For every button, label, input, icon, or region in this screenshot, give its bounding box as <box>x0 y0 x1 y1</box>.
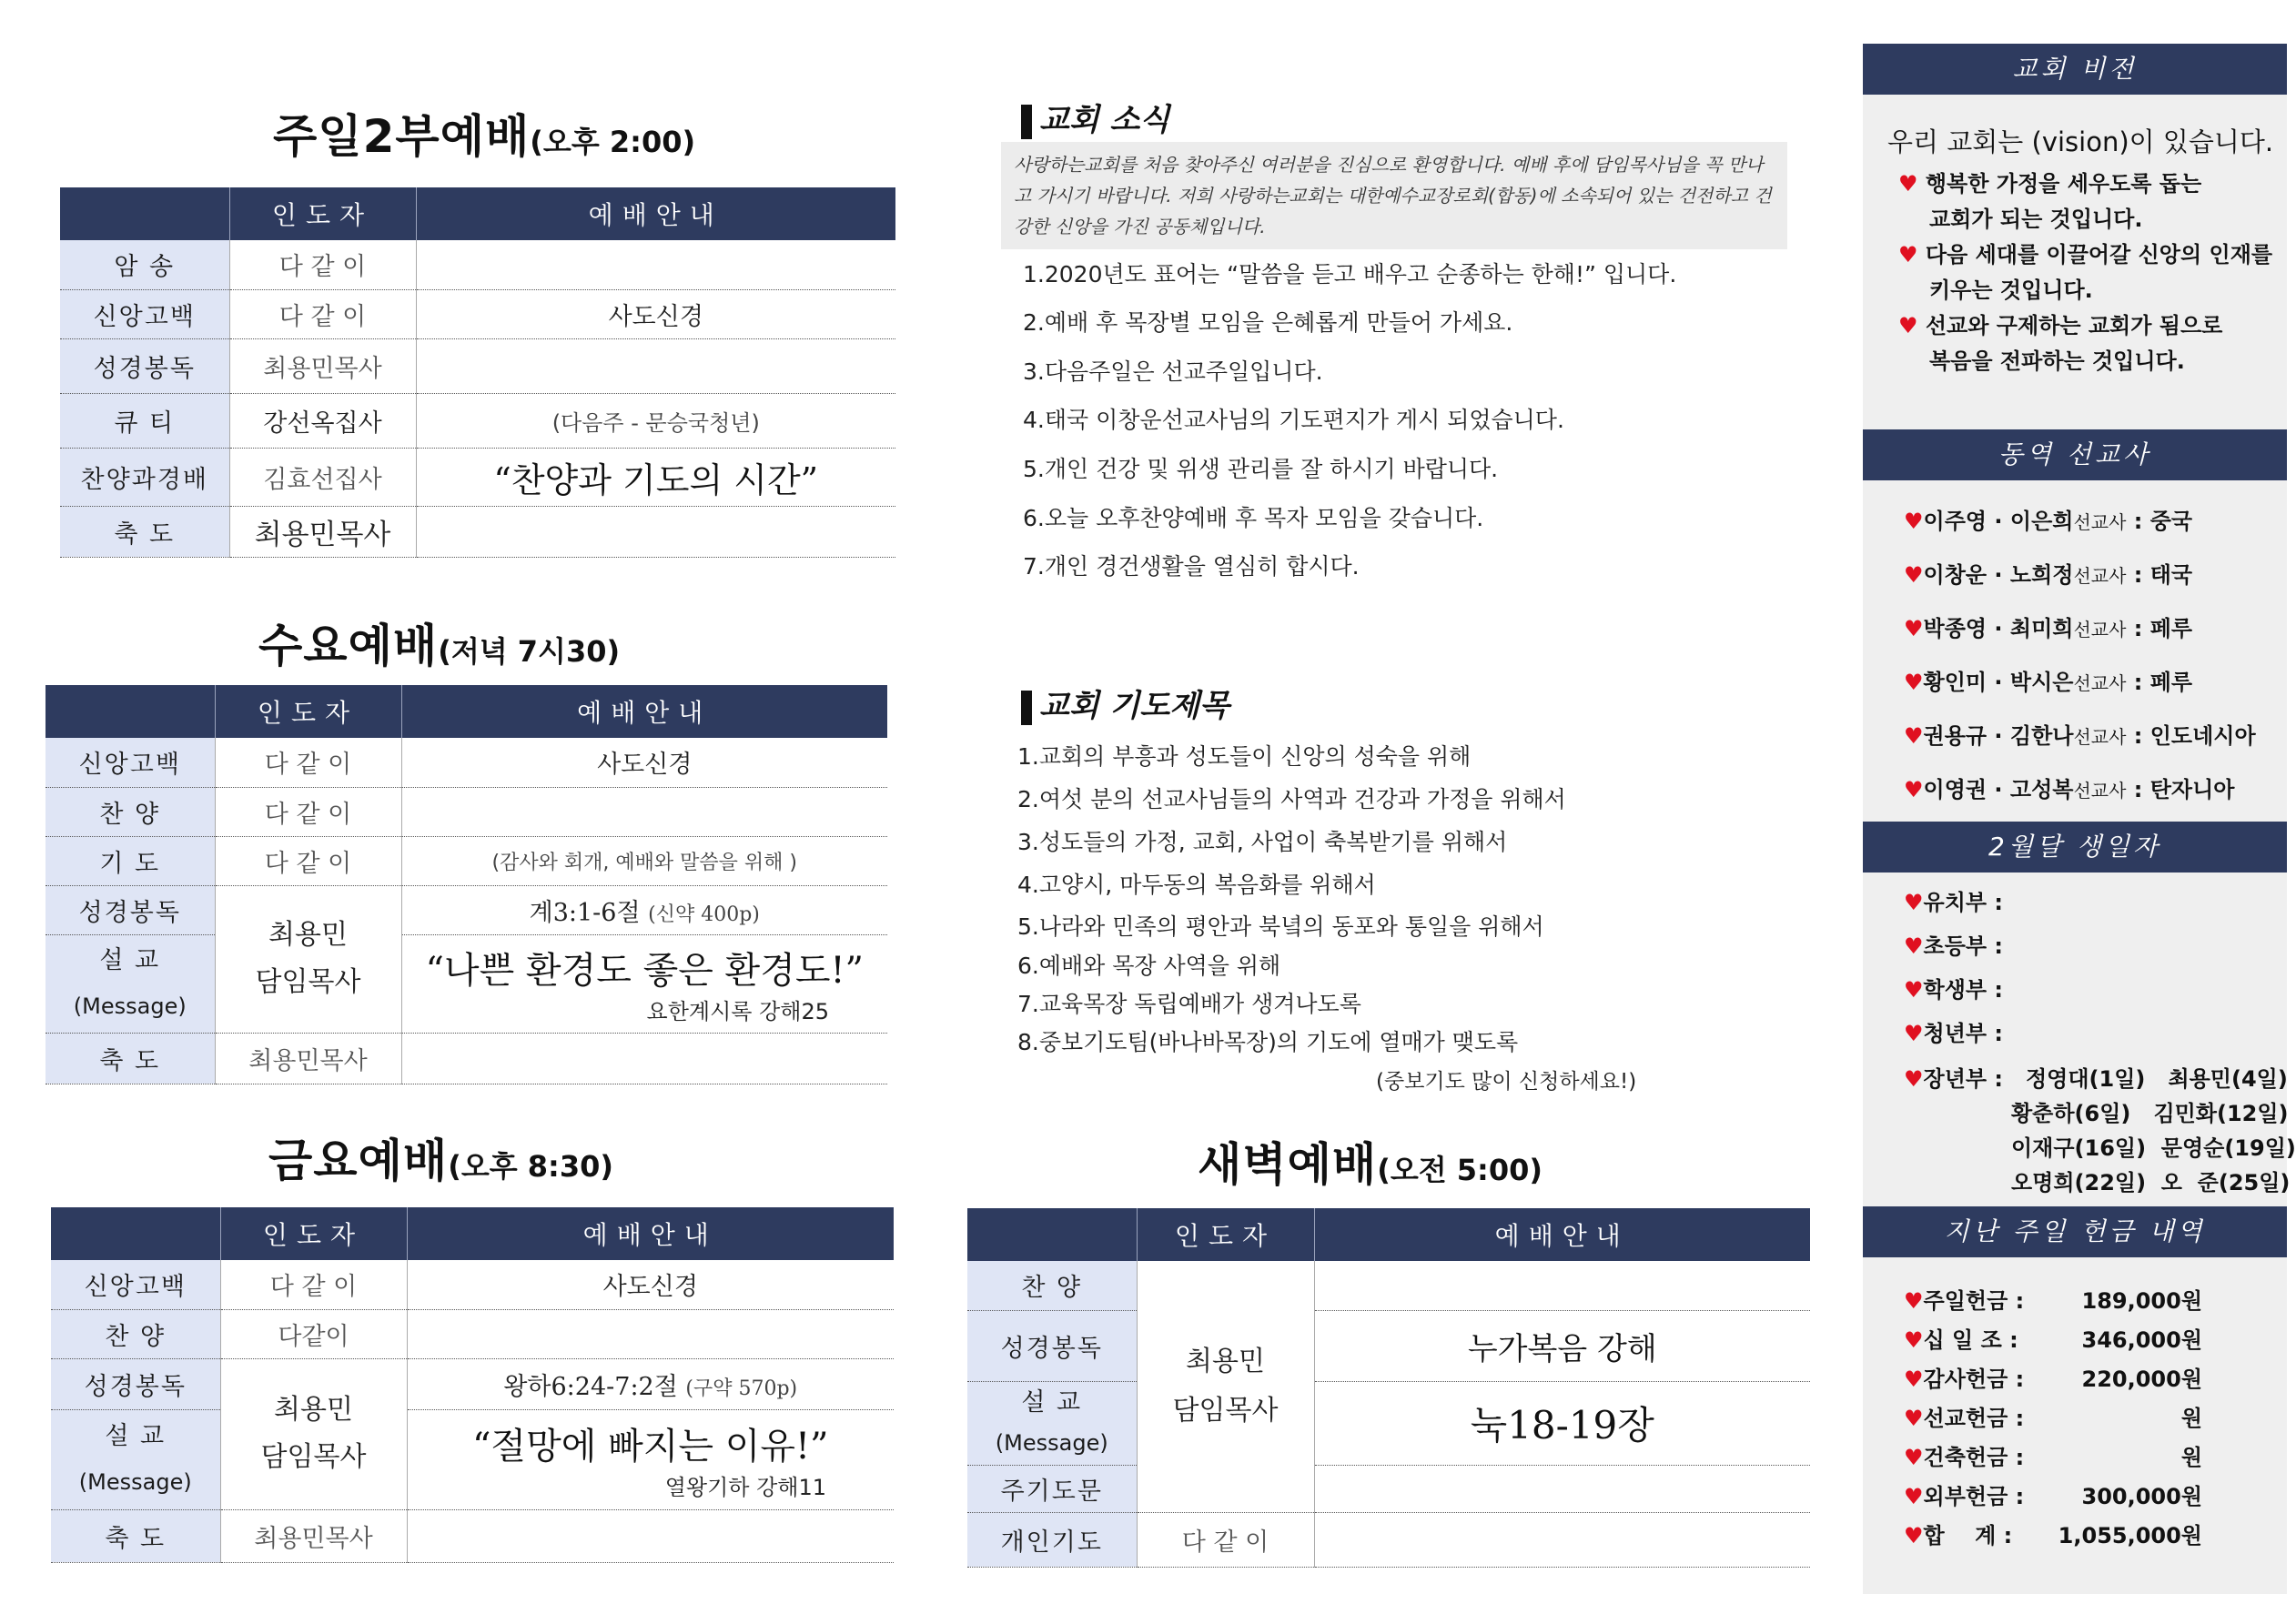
prayer-item: 4.고양시, 마두동의 복음화를 위해서 <box>1017 872 1376 898</box>
sunday-row-label: 성경봉독 <box>60 338 229 393</box>
heart-icon: ♥ <box>1904 1484 1924 1509</box>
dawn-sermon-title: 누가복음 강해 <box>1314 1310 1810 1381</box>
sunday-row-info: “찬양과 기도의 시간” <box>416 448 895 506</box>
wednesday-row-label: 성경봉독 <box>46 885 215 934</box>
friday-title: 금요예배(오후 8:30) <box>268 1135 614 1187</box>
offering-amount: 300,000원 <box>2081 1484 2202 1509</box>
heart-icon: ♥ <box>1904 890 1924 915</box>
dawn-row-label: 성경봉독 <box>967 1310 1137 1381</box>
friday-row-label: 축 도 <box>51 1509 220 1562</box>
vision-item: ♥ 다음 세대를 이끌어갈 신앙의 인재를 <box>1898 242 2273 267</box>
heart-icon: ♥ <box>1904 1021 1924 1046</box>
wednesday-row-info: 사도신경 <box>401 738 887 787</box>
sunday-row-leader: 다 같 이 <box>229 289 416 338</box>
birthday-group: ♥청년부 : <box>1904 1021 2004 1046</box>
dawn-header-leader: 인도자 <box>1137 1208 1314 1261</box>
friday-header-leader: 인도자 <box>220 1207 407 1260</box>
heart-icon: ♥ <box>1898 171 1918 197</box>
wednesday-row-label: 설 교 (Message) <box>46 934 215 1033</box>
prayer-item: 1.교회의 부흥과 성도들이 신앙의 성숙을 위해 <box>1017 743 1472 770</box>
prayer-note: (중보기도 많이 신청하세요!) <box>1376 1070 1637 1094</box>
sunday-row-info: 사도신경 <box>416 289 895 338</box>
news-heading: 교회 소식 <box>1021 95 1169 139</box>
birthday-adult-line: 황춘하(6일) 김민화(12일) <box>2011 1101 2289 1126</box>
offering-amount: 346,000원 <box>2081 1327 2202 1353</box>
friday-row-info <box>407 1509 894 1562</box>
friday-sermon-series: 열왕기하 강해11 <box>664 1475 826 1500</box>
wednesday-sermon <box>401 934 887 1033</box>
friday-header-info: 예배안내 <box>407 1207 894 1260</box>
wednesday-preacher: 최용민 담임목사 <box>215 885 401 1033</box>
heart-icon: ♥ <box>1904 1406 1924 1431</box>
sunday-row-leader: 최용민목사 <box>229 338 416 393</box>
friday-row-label: 성경봉독 <box>51 1358 220 1409</box>
offering-label: ♥건축헌금 : <box>1904 1445 2025 1470</box>
birthday-group-adult: ♥장년부 : <box>1904 1066 2004 1092</box>
heart-icon: ♥ <box>1904 616 1924 641</box>
heart-icon: ♥ <box>1904 977 1924 1003</box>
sunday-row-label: 암 송 <box>60 240 229 289</box>
offering-label: ♥주일헌금 : <box>1904 1288 2025 1314</box>
news-item: 6.오늘 오후찬양예배 후 목자 모임을 갖습니다. <box>1023 505 1484 531</box>
heart-icon: ♥ <box>1904 670 1924 695</box>
wednesday-row-info <box>401 787 887 836</box>
vision-item-cont: 키우는 것입니다. <box>1929 277 2093 303</box>
news-item: 7.개인 경건생활을 열심히 합시다. <box>1023 553 1360 580</box>
sunday-table <box>60 187 895 558</box>
wednesday-row-label: 찬 양 <box>46 787 215 836</box>
dawn-row-leader: 다 같 이 <box>1137 1512 1314 1567</box>
sunday-row-leader: 다 같 이 <box>229 240 416 289</box>
wednesday-row-leader: 다 같 이 <box>215 738 401 787</box>
welcome-message: 사랑하는교회를 처음 찾아주신 여러분을 진심으로 환영합니다. 예배 후에 담임목사님을 꼭 만나고 가시기 바랍니다. 저희 사랑하는교회는 대한예수교장로회(합동)에 소속되어 있는 건전하고 건강한 신앙을 가진 공동체입니다. <box>1001 142 1787 249</box>
offering-label: ♥선교헌금 : <box>1904 1406 2025 1431</box>
vision-heading: 교회 비전 <box>1863 44 2287 95</box>
sunday-row-leader: 김효선집사 <box>229 448 416 506</box>
dawn-row-label: 설 교 (Message) <box>967 1381 1137 1465</box>
news-item: 5.개인 건강 및 위생 관리를 잘 하시기 바랍니다. <box>1023 456 1499 482</box>
sunday-row-label: 찬양과경배 <box>60 448 229 506</box>
heart-icon: ♥ <box>1904 777 1924 802</box>
heart-icon: ♥ <box>1904 1367 1924 1392</box>
friday-preacher: 최용민 담임목사 <box>220 1358 407 1509</box>
sunday-row-label: 큐 티 <box>60 393 229 448</box>
dawn-preacher: 최용민 담임목사 <box>1137 1261 1314 1512</box>
missionary-item: ♥이주영 · 이은희선교사 : 중국 <box>1904 509 2193 534</box>
vision-item: ♥ 선교와 구제하는 교회가 됨으로 <box>1898 313 2223 338</box>
sunday-row-leader: 최용민목사 <box>229 506 416 557</box>
missionaries-heading: 동역 선교사 <box>1863 429 2287 480</box>
missionary-item: ♥권용규 · 김한나선교사 : 인도네시아 <box>1904 723 2256 749</box>
prayer-item: 5.나라와 민족의 평안과 북녘의 동포와 통일을 위해서 <box>1017 913 1544 940</box>
birthday-adult-line: 정영대(1일) 최용민(4일) <box>2026 1066 2288 1092</box>
heart-icon: ♥ <box>1904 1445 1924 1470</box>
offering-amount: 189,000원 <box>2081 1288 2202 1314</box>
friday-row-leader: 다같이 <box>220 1309 407 1358</box>
prayer-item: 6.예배와 목장 사역을 위해 <box>1017 953 1281 979</box>
dawn-row-label: 주기도문 <box>967 1465 1137 1512</box>
prayer-item: 3.성도들의 가정, 교회, 사업이 축복받기를 위해서 <box>1017 829 1508 855</box>
sunday-title: 주일2부예배(오후 2:00) <box>273 110 696 163</box>
heart-icon: ♥ <box>1904 1288 1924 1314</box>
news-item: 1.2020년도 표어는 “말씀을 듣고 배우고 순종하는 한해!” 입니다. <box>1023 261 1677 287</box>
friday-row-label: 찬 양 <box>51 1309 220 1358</box>
wednesday-sermon-series: 요한계시록 강해25 <box>646 999 829 1024</box>
heart-icon: ♥ <box>1904 509 1924 534</box>
friday-row-info <box>407 1309 894 1358</box>
wednesday-row-label: 축 도 <box>46 1033 215 1084</box>
heart-icon: ♥ <box>1898 313 1918 338</box>
offering-amount-total: 1,055,000원 <box>2058 1523 2202 1548</box>
birthday-group: ♥학생부 : <box>1904 977 2004 1003</box>
dawn-title: 새벽예배(오전 5:00) <box>1198 1138 1543 1191</box>
heart-icon: ♥ <box>1898 242 1918 267</box>
news-item: 3.다음주일은 선교주일입니다. <box>1023 358 1323 385</box>
wednesday-row-leader: 최용민목사 <box>215 1033 401 1084</box>
wednesday-row-label: 기 도 <box>46 836 215 885</box>
friday-row-label: 설 교 (Message) <box>51 1409 220 1509</box>
wednesday-table <box>46 685 887 1084</box>
missionary-item: ♥이창운 · 노희정선교사 : 태국 <box>1904 562 2193 588</box>
prayer-heading: 교회 기도제목 <box>1021 681 1229 725</box>
sunday-row-info <box>416 338 895 393</box>
friday-table <box>51 1207 894 1563</box>
news-item: 4.태국 이창운선교사님의 기도편지가 게시 되었습니다. <box>1023 407 1564 433</box>
dawn-header-info: 예배안내 <box>1314 1208 1810 1261</box>
vision-item-cont: 교회가 되는 것입니다. <box>1929 207 2143 232</box>
offering-heading: 지난 주일 헌금 내역 <box>1863 1206 2287 1257</box>
prayer-item: 7.교육목장 독립예배가 생겨나도록 <box>1017 991 1361 1017</box>
wednesday-scripture: 계3:1-6절 (신약 400p) <box>401 885 887 934</box>
birthday-group: ♥초등부 : <box>1904 933 2004 959</box>
offering-label: ♥감사헌금 : <box>1904 1367 2025 1392</box>
wednesday-header-info: 예배안내 <box>401 685 887 738</box>
friday-row-label: 신앙고백 <box>51 1260 220 1309</box>
offering-amount: 원 <box>2180 1406 2202 1431</box>
sunday-row-leader: 강선옥집사 <box>229 393 416 448</box>
vision-item: ♥ 행복한 가정을 세우도록 돕는 <box>1898 171 2202 197</box>
birthday-adult-line: 이재구(16일) 문영순(19일) <box>2011 1135 2296 1161</box>
sunday-row-info <box>416 506 895 557</box>
friday-row-leader: 최용민목사 <box>220 1509 407 1562</box>
missionary-item: ♥박종영 · 최미희선교사 : 페루 <box>1904 616 2193 641</box>
prayer-item: 8.중보기도팀(바나바목장)의 기도에 열매가 맺도록 <box>1017 1029 1519 1055</box>
birthday-adult-line: 오명희(22일) 오 준(25일) <box>2011 1170 2291 1195</box>
offering-amount: 220,000원 <box>2081 1367 2202 1392</box>
news-item: 2.예배 후 목장별 모임을 은혜롭게 만들어 가세요. <box>1023 309 1513 336</box>
dawn-table <box>967 1208 1810 1568</box>
heart-icon: ♥ <box>1904 1327 1924 1353</box>
wednesday-row-label: 신앙고백 <box>46 738 215 787</box>
wednesday-sermon-title: “나쁜 환경도 좋은 환경도!” <box>425 950 865 992</box>
friday-scripture: 왕하6:24-7:2절 (구약 570p) <box>407 1358 894 1409</box>
wednesday-row-leader: 다 같 이 <box>215 787 401 836</box>
offering-label: ♥외부헌금 : <box>1904 1484 2025 1509</box>
sunday-row-label: 신앙고백 <box>60 289 229 338</box>
birthday-group: ♥유치부 : <box>1904 890 2004 915</box>
sunday-row-info <box>416 240 895 289</box>
offering-label: ♥십 일 조 : <box>1904 1327 2018 1353</box>
missionary-item: ♥이영권 · 고성복선교사 : 탄자니아 <box>1904 777 2235 802</box>
offering-amount: 원 <box>2180 1445 2202 1470</box>
vision-intro: 우리 교회는 (vision)이 있습니다. <box>1887 126 2274 157</box>
dawn-sermon-ref: 눅18-19장 <box>1314 1381 1810 1465</box>
wednesday-row-info: (감사와 회개, 예배와 말씀을 위해 ) <box>401 836 887 885</box>
prayer-item: 2.여섯 분의 선교사님들의 사역과 건강과 가정을 위해서 <box>1017 786 1566 812</box>
wednesday-row-leader: 다 같 이 <box>215 836 401 885</box>
friday-row-info: 사도신경 <box>407 1260 894 1309</box>
missionary-item: ♥황인미 · 박시은선교사 : 페루 <box>1904 670 2193 695</box>
sunday-header-info: 예배안내 <box>416 187 895 240</box>
vision-item-cont: 복음을 전파하는 것입니다. <box>1929 348 2185 374</box>
heart-icon: ♥ <box>1904 1523 1924 1548</box>
sunday-row-label: 축 도 <box>60 506 229 557</box>
heart-icon: ♥ <box>1904 1066 1924 1092</box>
sunday-row-info: (다음주 - 문승국청년) <box>416 393 895 448</box>
offering-label-total: ♥합 계 : <box>1904 1523 2013 1548</box>
wednesday-row-info <box>401 1033 887 1084</box>
dawn-row-label: 개인기도 <box>967 1512 1137 1567</box>
heart-icon: ♥ <box>1904 933 1924 959</box>
heart-icon: ♥ <box>1904 562 1924 588</box>
heart-icon: ♥ <box>1904 723 1924 749</box>
friday-sermon-title: “절망에 빠지는 이유!” <box>471 1426 829 1468</box>
wednesday-title: 수요예배(저녁 7시30) <box>258 620 621 672</box>
friday-sermon <box>407 1409 894 1509</box>
friday-row-leader: 다 같 이 <box>220 1260 407 1309</box>
wednesday-header-leader: 인도자 <box>215 685 401 738</box>
birthdays-heading: 2월달 생일자 <box>1863 822 2287 873</box>
sunday-header-leader: 인도자 <box>229 187 416 240</box>
dawn-row-label: 찬 양 <box>967 1261 1137 1310</box>
